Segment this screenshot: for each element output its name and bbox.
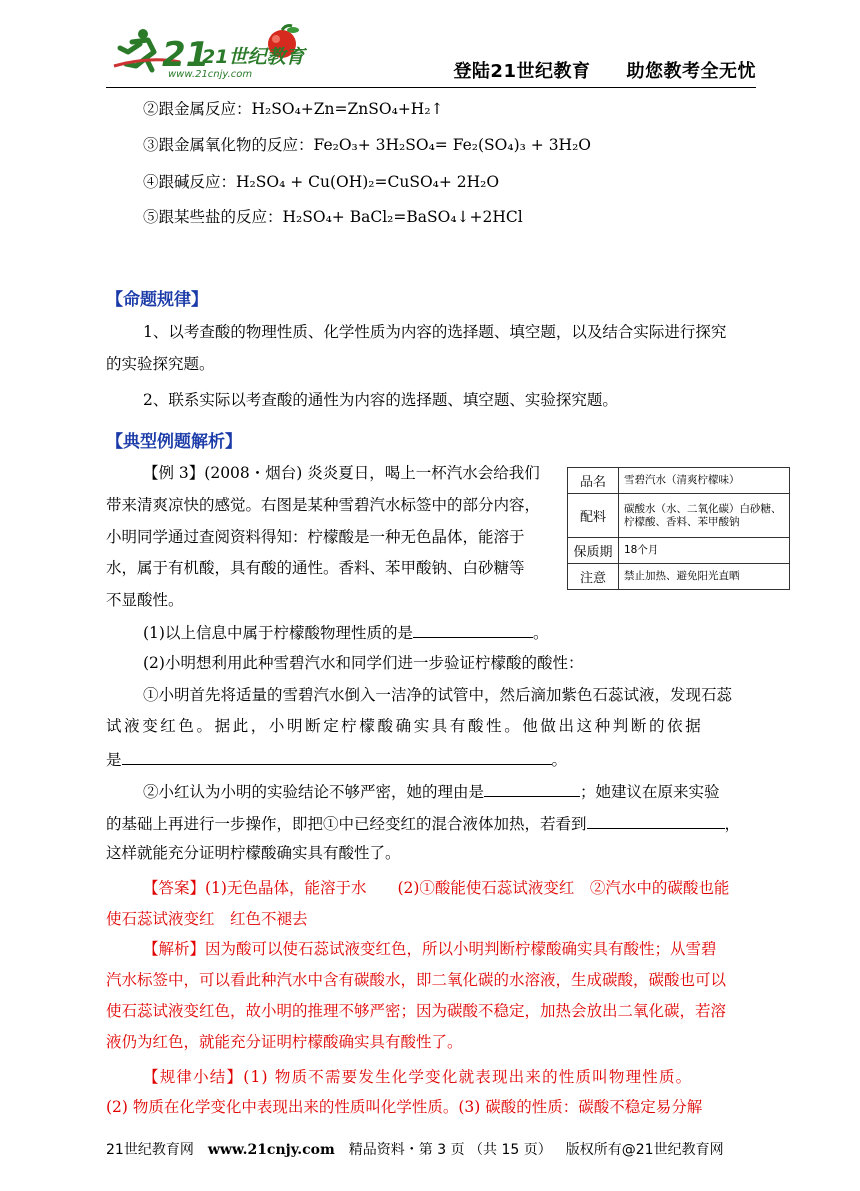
example-heading: 【典型例题解析】 (106, 432, 242, 452)
analysis-line: 使石蕊试液变红色，故小明的推理不够严密；因为碳酸不稳定，加热会放出二氧化碳，若溶 (106, 1002, 727, 1020)
soda-label-table (567, 467, 790, 589)
header-divider (106, 87, 756, 88)
question-2b-line: 这样就能充分证明柠檬酸确实具有酸性了。 (106, 844, 401, 862)
analysis-line: 【解析】因为酸可以使石蕊试液变红色，所以小明判断柠檬酸确实具有酸性；从雪碧 (143, 940, 717, 958)
question-punct: ， (724, 815, 741, 833)
question-2a-line: 试液变红色。据此，小明断定柠檬酸确实具有酸性。他做出这种判断的依据 (106, 717, 704, 735)
example-intro-line: 水，属于有机酸，具有酸的通性。香料、苯甲酸钠、白砂糖等 (106, 559, 525, 577)
question-text: 的基础上再进行一步操作，即把①中已经变红的混合液体加热，若看到 (106, 815, 587, 833)
reaction-equation: H₂SO₄ + Cu(OH)₂=CuSO₄+ 2H₂O (236, 173, 500, 191)
table-row (568, 468, 790, 494)
question-2a-blank-line (106, 748, 567, 770)
question-text: 是 (106, 751, 122, 769)
reaction-label: 跟某些盐的反应： (158, 208, 283, 226)
question-2: (2)小明想利用此种雪碧汽水和同学们进一步验证柠檬酸的酸性： (143, 654, 584, 672)
summary-line: 【规律小结】(1) 物质不需要发生化学变化就表现出来的性质叫物理性质。 (143, 1068, 693, 1086)
table-value: 18个月 (619, 538, 790, 564)
rules-item-2: 2、联系实际以考查酸的通性为内容的选择题、填空题、实验探究题。 (143, 391, 618, 409)
example-intro-line: 带来清爽凉快的感觉。右图是某种雪碧汽水标签中的部分内容， (106, 496, 541, 514)
answer-blank[interactable] (413, 621, 533, 638)
example-intro-line: 不显酸性。 (106, 591, 184, 609)
table-value: 禁止加热、避免阳光直晒 (619, 564, 790, 590)
site-logo (110, 22, 310, 84)
table-value: 雪碧汽水（清爽柠檬味） (619, 468, 790, 494)
footer-site-link[interactable]: www.21cnjy.com (207, 1142, 335, 1158)
logo-text: 21世纪教育 (202, 46, 305, 68)
slogan-right: 助您教考全无忧 (626, 61, 756, 82)
reaction-label: 跟金属氧化物的反应： (158, 136, 314, 154)
question-2a-line: ①小明首先将适量的雪碧汽水倒入一洁净的试管中，然后滴加紫色石蕊试液，发现石蕊 (143, 686, 733, 704)
question-2b-line (106, 812, 740, 834)
reaction-equation: H₂SO₄+ BaCl₂=BaSO₄↓+2HCl (282, 208, 523, 226)
answer-blank[interactable] (587, 812, 725, 829)
question-1 (143, 621, 548, 643)
reaction-base (143, 172, 499, 192)
reaction-metal-oxide (143, 135, 591, 155)
table-key: 配料 (568, 494, 619, 538)
question-punct: 。 (551, 751, 568, 769)
reaction-equation: Fe₂O₃+ 3H₂SO₄= Fe₂(SO₄)₃ + 3H₂O (313, 136, 591, 154)
reaction-metal (143, 99, 444, 119)
question-text: ；她建议在原来实验 (580, 783, 720, 801)
page-footer (106, 1139, 724, 1159)
answer-line: 【答案】(1)无色晶体，能溶于水 (2)①酸能使石蕊试液变红 ②汽水中的碳酸也能 (143, 879, 730, 897)
table-row (568, 538, 790, 564)
item-number: ⑤ (143, 208, 159, 226)
item-number: ④ (143, 173, 159, 191)
question-text: ②小红认为小明的实验结论不够严密，她的理由是 (143, 783, 485, 801)
table-key: 保质期 (568, 538, 619, 564)
example-intro-line: 小明同学通过查阅资料得知：柠檬酸是一种无色晶体，能溶于 (106, 528, 525, 546)
footer-left: 21世纪教育网 (106, 1142, 194, 1158)
answer-blank[interactable] (122, 748, 552, 765)
reaction-label: 跟金属反应： (158, 100, 252, 118)
slogan-left: 登陆21世纪教育 (453, 61, 591, 82)
reaction-equation: H₂SO₄+Zn=ZnSO₄+H₂↑ (251, 100, 444, 118)
svg-text:21: 21 (162, 35, 210, 75)
item-number: ③ (143, 136, 159, 154)
table-key: 品名 (568, 468, 619, 494)
footer-page-info: 精品资料・第 3 页 （共 15 页） (348, 1142, 552, 1158)
logo-url: www.21cnjy.com (168, 69, 253, 80)
footer-copyright: 版权所有@21世纪教育网 (565, 1142, 724, 1158)
rules-heading: 【命题规律】 (106, 290, 208, 310)
table-row (568, 564, 790, 590)
reaction-label: 跟碱反应： (158, 173, 237, 191)
question-2b-line (143, 780, 720, 802)
summary-line: (2) 物质在化学变化中表现出来的性质叫化学性质。(3) 碳酸的性质：碳酸不稳定易分解 (106, 1098, 703, 1116)
table-row (568, 494, 790, 538)
table-value: 碳酸水（水、二氧化碳）白砂糖、柠檬酸、香料、苯甲酸钠 (619, 494, 790, 538)
item-number: ② (143, 100, 159, 118)
question-text: (1)以上信息中属于柠檬酸物理性质的是 (143, 624, 413, 642)
analysis-line: 液仍为红色，就能充分证明柠檬酸确实具有酸性了。 (106, 1033, 463, 1051)
rules-item-1: 1、以考查酸的物理性质、化学性质为内容的选择题、填空题，以及结合实际进行探究 (143, 323, 727, 341)
analysis-line: 汽水标签中，可以看此种汽水中含有碳酸水，即二氧化碳的水溶液，生成碳酸，碳酸也可以 (106, 971, 727, 989)
answer-blank[interactable] (484, 780, 580, 797)
question-punct: 。 (532, 624, 549, 642)
header-slogan (453, 57, 756, 83)
rules-item-1-cont: 的实验探究题。 (106, 355, 215, 373)
table-key: 注意 (568, 564, 619, 590)
reaction-salt (143, 207, 523, 227)
example-intro-line: 【例 3】(2008・烟台) 炎炎夏日，喝上一杯汽水会给我们 (143, 464, 540, 482)
answer-line: 使石蕊试液变红 红色不褪去 (106, 910, 308, 928)
